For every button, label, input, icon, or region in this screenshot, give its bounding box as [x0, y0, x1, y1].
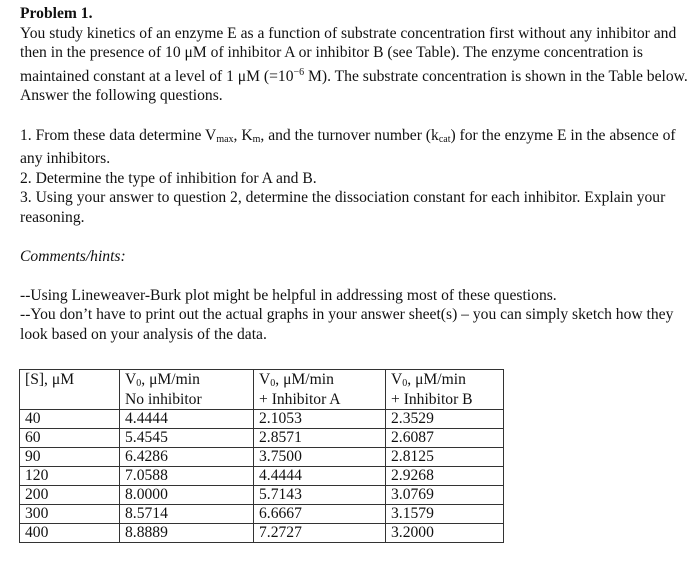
cell-inhibitor-a: 4.4444 — [254, 467, 386, 486]
cell-no-inhibitor: 8.8889 — [120, 524, 254, 543]
hints-label: Comments/hints: — [20, 248, 126, 265]
table-row — [20, 467, 504, 486]
cell-inhibitor-b: 3.0769 — [386, 486, 504, 505]
header-v-prefix: V — [125, 371, 137, 388]
header-inhibitor-a — [254, 370, 386, 410]
cell-inhibitor-b: 3.2000 — [386, 524, 504, 543]
cell-inhibitor-b: 2.8125 — [386, 448, 504, 467]
table-row — [20, 486, 504, 505]
q1-text-c: , and the turnover number (k — [260, 126, 439, 144]
cell-substrate: 40 — [20, 410, 120, 429]
cell-substrate: 60 — [20, 429, 120, 448]
header-no-inhibitor — [120, 370, 254, 410]
problem-document — [20, 4, 692, 344]
header-v-suffix: , μM/min — [407, 371, 466, 388]
cell-inhibitor-a: 2.1053 — [254, 410, 386, 429]
cell-no-inhibitor: 8.0000 — [120, 486, 254, 505]
header-inhibitor-b — [386, 370, 504, 410]
cell-inhibitor-a: 2.8571 — [254, 429, 386, 448]
cell-inhibitor-a: 3.7500 — [254, 448, 386, 467]
intro-exponent: −6 — [293, 66, 305, 78]
cell-no-inhibitor: 6.4286 — [120, 448, 254, 467]
problem-intro — [20, 24, 692, 106]
header-v-prefix: V — [259, 371, 271, 388]
cell-inhibitor-b: 2.3529 — [386, 410, 504, 429]
kinetics-table — [19, 369, 504, 543]
problem-title: Problem 1. — [20, 5, 93, 22]
header-b-label: + Inhibitor B — [391, 391, 473, 408]
q1-text-a: 1. From these data determine V — [20, 126, 217, 144]
question-1 — [20, 126, 692, 169]
header-none-label: No inhibitor — [125, 391, 202, 408]
table-row — [20, 429, 504, 448]
q1-km-sub: m — [252, 133, 261, 145]
cell-inhibitor-a: 6.6667 — [254, 505, 386, 524]
cell-inhibitor-b: 2.6087 — [386, 429, 504, 448]
header-v-prefix: V — [391, 371, 403, 388]
cell-substrate: 400 — [20, 524, 120, 543]
cell-no-inhibitor: 7.0588 — [120, 467, 254, 486]
cell-inhibitor-b: 2.9268 — [386, 467, 504, 486]
question-3: 3. Using your answer to question 2, determine the dissociation constant for each inhibitor. Explain your reasoning. — [20, 189, 666, 226]
hint-item-2: --You don’t have to print out the actual graphs in your answer sheet(s) – you can simply sketch how they look based on your analysis of the data. — [20, 306, 674, 343]
header-v-sub: 0 — [402, 378, 408, 389]
hint-item-1: --Using Lineweaver-Burk plot might be helpful in addressing most of these questions. — [20, 286, 557, 304]
cell-inhibitor-b: 3.1579 — [386, 505, 504, 524]
question-2: 2. Determine the type of inhibition for A and B. — [20, 169, 317, 187]
cell-no-inhibitor: 4.4444 — [120, 410, 254, 429]
intro-text-1: You study kinetics of an enzyme E as a function of substrate concentration first without any inhibitor and then in the presence of 10 μM of inhibitor A or inhibitor B (see Table). The enzyme concentration is maintained constant at a level of 1 μM (=10 — [20, 24, 677, 85]
table-row — [20, 524, 504, 543]
header-v-sub: 0 — [270, 378, 276, 389]
intro-text-2: M). The substrate concentration is shown in the Table below. Answer the following questions. — [20, 67, 688, 104]
header-substrate: [S], μM — [20, 370, 120, 410]
table-header-row — [20, 370, 504, 410]
q1-text-d: ) for the enzyme E in the absence of any inhibitors. — [20, 126, 676, 167]
header-v-sub: 0 — [136, 378, 142, 389]
table-row — [20, 505, 504, 524]
cell-substrate: 300 — [20, 505, 120, 524]
header-a-label: + Inhibitor A — [259, 391, 341, 408]
header-v-suffix: , μM/min — [275, 371, 334, 388]
q1-text-b: , K — [233, 126, 253, 144]
cell-no-inhibitor: 5.4545 — [120, 429, 254, 448]
cell-inhibitor-a: 7.2727 — [254, 524, 386, 543]
q1-vmax-sub: max — [216, 133, 234, 145]
cell-substrate: 120 — [20, 467, 120, 486]
cell-inhibitor-a: 5.7143 — [254, 486, 386, 505]
q1-kcat-sub: cat — [438, 133, 451, 145]
cell-substrate: 90 — [20, 448, 120, 467]
cell-substrate: 200 — [20, 486, 120, 505]
table-row — [20, 410, 504, 429]
table-row — [20, 448, 504, 467]
header-v-suffix: , μM/min — [141, 371, 200, 388]
cell-no-inhibitor: 8.5714 — [120, 505, 254, 524]
